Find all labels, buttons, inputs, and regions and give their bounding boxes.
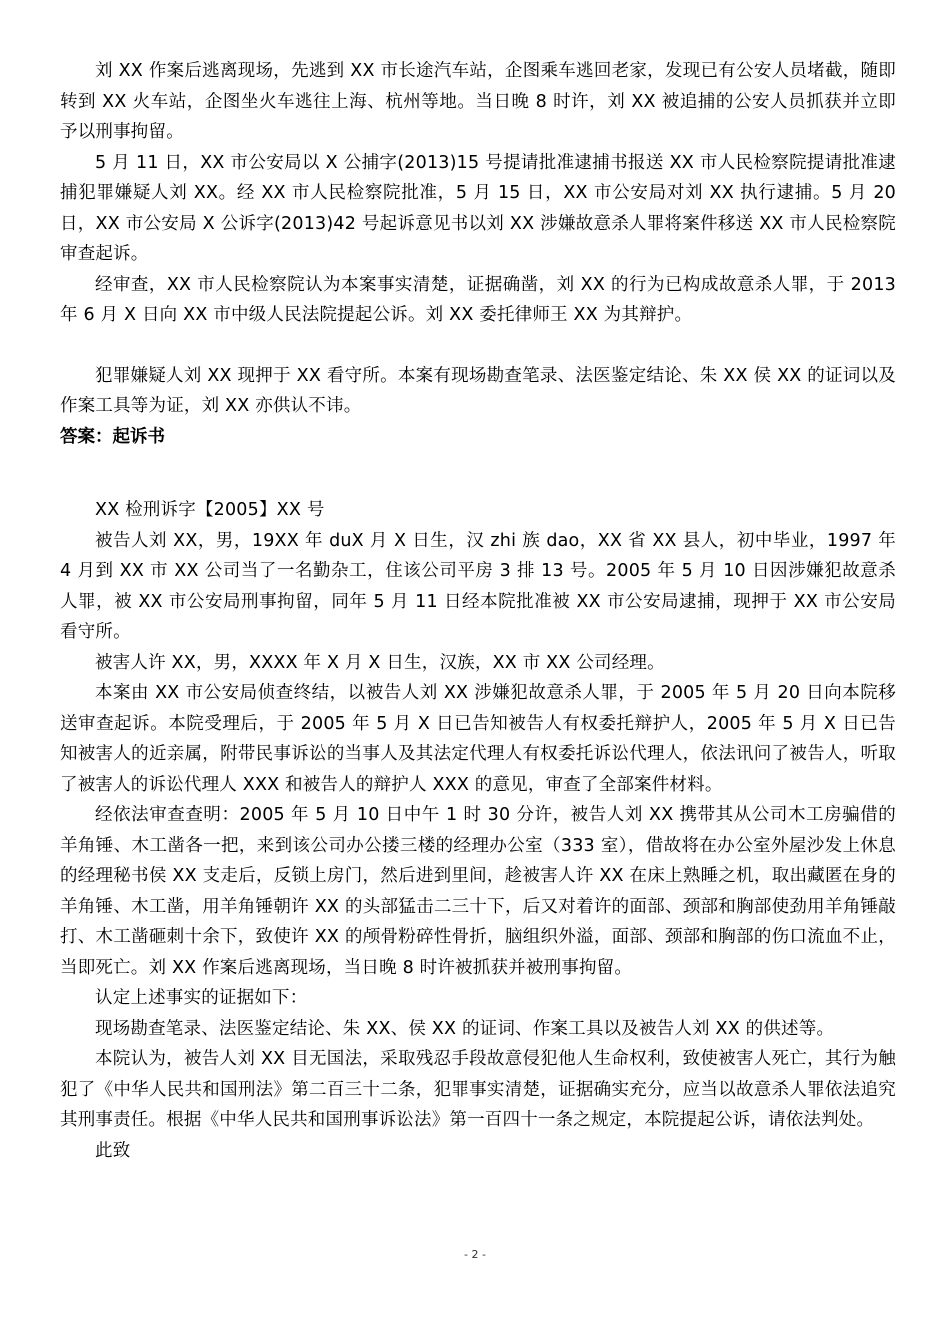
paragraph-conclusion: 本院认为，被告人刘 XX 目无国法，采取残忍手段故意侵犯他人生命权利，致使被害人死亡，其行为触犯了《中华人民共和国刑法》第二百三十二条，犯罪事实清楚，证据确实充分，应当以故意杀人罪依法追究其刑事责任。根据《中华人民共和国刑事诉讼法》第一百四十一条之规定，本院提起公诉，请依法判处。	[60, 1049, 896, 1130]
blank-line	[60, 452, 896, 495]
paragraph-arrest-procedure: 5 月 11 日，XX 市公安局以 X 公捕字(2013)15 号提请批准逮捕书报送 XX 市人民检察院提请批准逮捕犯罪嫌疑人刘 XX。经 XX 市人民检察院批准，5 月 15 日，XX 市公安局对刘 XX 执行逮捕。5 月 20 日，XX 市公安局 X 公诉字(2013)42 号起诉意见书以刘 XX 涉嫌故意杀人罪将案件移送 XX 市人民检察院审查起诉。	[60, 152, 896, 264]
paragraph-case-transfer: 本案由 XX 市公安局侦查终结，以被告人刘 XX 涉嫌犯故意杀人罪，于 2005 年 5 月 20 日向本院移送审查起诉。本院受理后，于 2005 年 5 月 X 日已告知被告人有权委托辩护人，2005 年 5 月 X 日已告知被害人的近亲属，附带民事诉讼的当事人及其法定代理人有权委托诉讼代理人，依法讯问了被告人，听取了被害人的诉讼代理人 XXX 和被告人的辩护人 XXX 的意见，审查了全部案件材料。	[60, 683, 896, 795]
indictment-number: XX 检刑诉字【2005】XX 号	[95, 500, 325, 520]
paragraph-facts: 经依法审查查明：2005 年 5 月 10 日中午 1 时 30 分许，被告人刘 XX 携带其从公司木工房骗借的羊角锤、木工凿各一把，来到该公司办公搂三楼的经理办公室（333 室），借故将在办公室外屋沙发上休息的经理秘书侯 XX 支走后，反锁上房门，然后进到里间，趁被害人许 XX 在床上熟睡之机，取出藏匿在身的羊角锤、木工凿，用羊角锤朝许 XX 的头部猛击二三十下，后又对着许的面部、颈部和胸部使劲用羊角锤敲打、木工凿砸刺十余下，致使许 XX 的颅骨粉碎性骨折，脑组织外溢，面部、颈部和胸部的伤口流血不止，当即死亡。刘 XX 作案后逃离现场，当日晚 8 时许被抓获并被刑事拘留。	[60, 805, 896, 978]
paragraph-custody-evidence: 犯罪嫌疑人刘 XX 现押于 XX 看守所。本案有现场勘查笔录、法医鉴定结论、朱 XX 侯 XX 的证词以及作案工具等为证，刘 XX 亦供认不讳。	[60, 365, 896, 416]
paragraph-closing: 此致	[95, 1140, 131, 1161]
paragraph-victim-info: 被害人许 XX，男，XXXX 年 X 月 X 日生，汉族，XX 市 XX 公司经理。	[95, 652, 665, 673]
document-body	[60, 56, 896, 1166]
paragraph-evidence-heading: 认定上述事实的证据如下：	[95, 988, 308, 1008]
paragraph-escape-arrest: 刘 XX 作案后逃离现场，先逃到 XX 市长途汽车站，企图乘车逃回老家，发现已有公安人员堵截，随即转到 XX 火车站，企图坐火车逃往上海、杭州等地。当日晚 8 时许，刘 XX 被追捕的公安人员抓获并立即予以刑事拘留。	[60, 61, 896, 142]
paragraph-defendant-info: 被告人刘 XX，男，19XX 年 duX 月 X 日生，汉 zhi 族 dao，XX 省 XX 县人，初中毕业，1997 年 4 月到 XX 市 XX 公司当了一名勤杂工，住该公司平房 3 排 13 号。2005 年 5 月 10 日因涉嫌犯故意杀人罪，被 XX 市公安局刑事拘留，同年 5 月 11 日经本院批准被 XX 市公安局逮捕，现押于 XX 市公安局看守所。	[60, 530, 896, 642]
answer-heading: 答案：起诉书	[60, 426, 165, 447]
paragraph-evidence-list: 现场勘查笔录、法医鉴定结论、朱 XX、侯 XX 的证词、作案工具以及被告人刘 XX 的供述等。	[95, 1018, 835, 1039]
blank-line	[60, 331, 896, 361]
paragraph-review-result: 经审查，XX 市人民检察院认为本案事实清楚，证据确凿，刘 XX 的行为已构成故意杀人罪，于 2013 年 6 月 X 日向 XX 市中级人民法院提起公诉。刘 XX 委托律师王 XX 为其辩护。	[60, 274, 896, 325]
page-number: - 2 -	[464, 1248, 486, 1261]
